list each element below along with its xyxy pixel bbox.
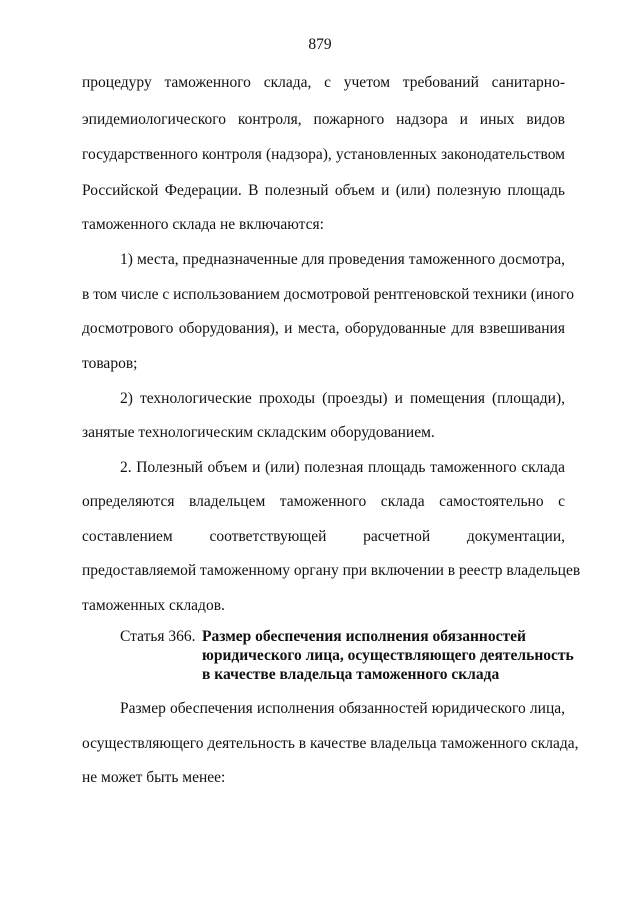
text-line: предоставляемой таможенному органу при включении в реестр владельцев [82,562,581,579]
text-line: занятые технологическим складским оборудованием. [82,424,435,441]
article-title-line: юридического лица, осуществляющего деятельность [202,647,574,664]
text-line: таможенных складов. [82,597,225,614]
text-line: Российской Федерации. В полезный объем и (или) полезную площадь [82,182,565,199]
text-line: в том числе с использованием досмотровой рентгеновской техники (иного [82,286,574,303]
text-line: товаров; [82,355,138,372]
text-line: государственного контроля (надзора), установленных законодательством [82,146,565,163]
article-title-line: Размер обеспечения исполнения обязанностей [202,628,526,645]
text-line: 2. Полезный объем и (или) полезная площадь таможенного склада [120,459,565,476]
article-label: Статья 366. [120,628,196,645]
page-number: 879 [308,36,332,53]
text-line: таможенного склада не включаются: [82,216,324,233]
text-line: досмотрового оборудования), и места, оборудованные для взвешивания [82,320,565,337]
text-line: осуществляющего деятельность в качестве владельца таможенного склада, [82,735,579,752]
text-line: не может быть менее: [82,769,226,786]
text-line: процедуру таможенного склада, с учетом требований санитарно- [82,74,565,91]
text-line: эпидемиологического контроля, пожарного надзора и иных видов [82,111,565,128]
text-line: составлением соответствующей расчетной документации, [82,528,565,545]
text-line: определяются владельцем таможенного склада самостоятельно с [82,493,565,510]
text-line: Размер обеспечения исполнения обязанностей юридического лица, [120,700,565,717]
article-title-line: в качестве владельца таможенного склада [202,666,500,683]
text-line: 2) технологические проходы (проезды) и помещения (площади), [120,390,565,407]
text-line: 1) места, предназначенные для проведения таможенного досмотра, [120,251,565,268]
